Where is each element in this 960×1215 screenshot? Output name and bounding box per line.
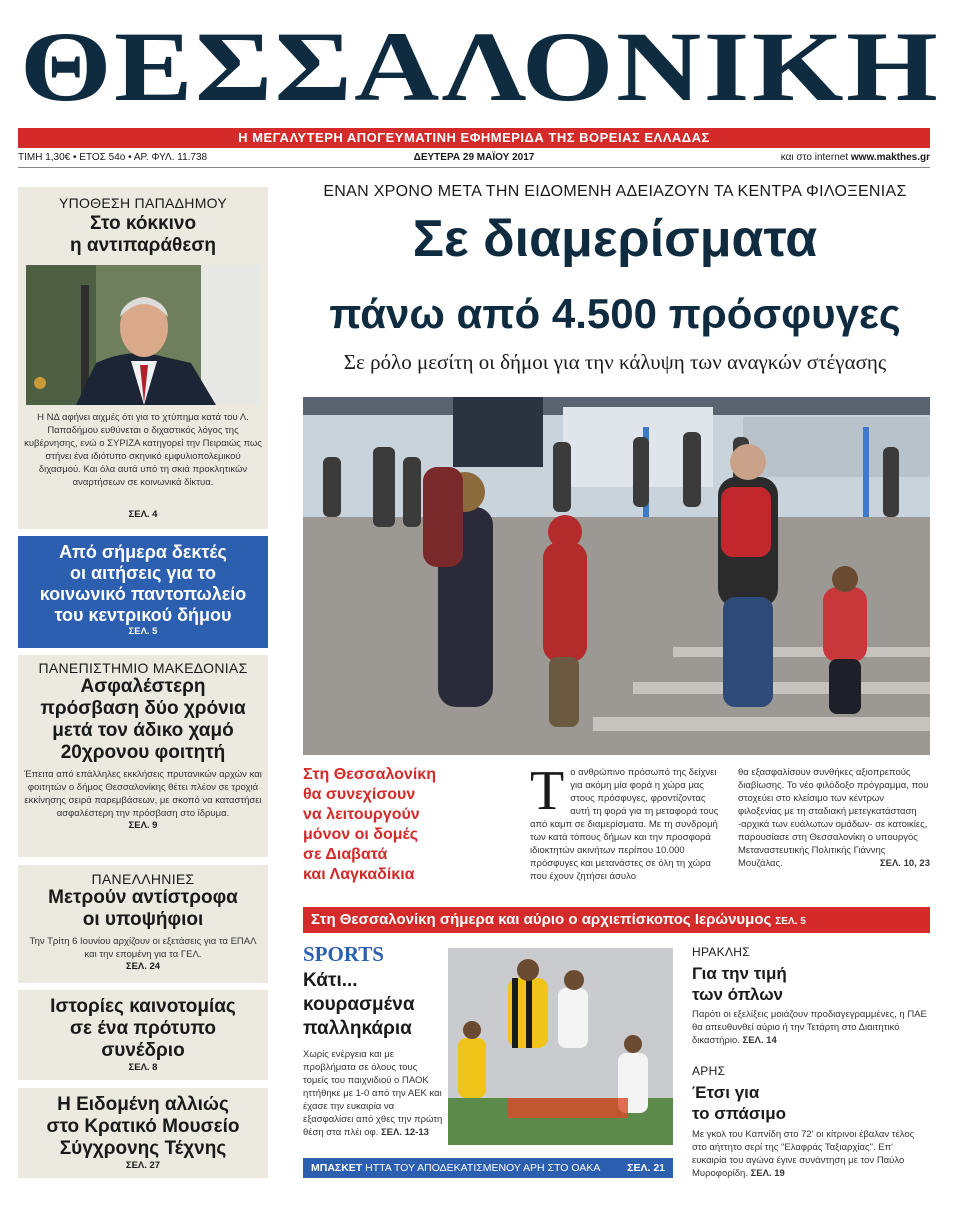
page-ref: ΣΕΛ. 10, 23 xyxy=(879,858,930,869)
refugees-photo xyxy=(303,397,930,755)
sports-headline[interactable]: Κάτι... κουρασμένα παλληκάρια xyxy=(303,970,415,1039)
story-body: Η ΝΔ αφήνει αιχμές ότι για το χτύπημα κατά του Λ. Παπαδήμου ευθύνεται ο διχαστικός λόγος της κυβέρνησης, ενώ ο ΣΥΡΙΖΑ κατηγορεί την Πειραιώς πως στήνει ένα ιδιότυπο σκηνικό εμφυλιοπολεμικού διχασμού. Και όλα αυτά υπό τη σκιά προκλητικών αναρτήσεων σε κοινωνικά δίκτυα. xyxy=(24,412,262,488)
story-kainotomia[interactable] xyxy=(18,990,268,1080)
main-headline[interactable]: Σε διαμερίσματα xyxy=(412,210,818,268)
page-ref: ΣΕΛ. 5 xyxy=(775,916,806,927)
story-headline: σε ένα πρότυπο xyxy=(70,1018,216,1039)
main-headline-line2[interactable]: πάνω από 4.500 πρόσφυγες xyxy=(329,290,901,337)
page-ref: ΣΕΛ. 12-13 xyxy=(380,1127,429,1138)
story-headline: του κεντρικού δήμου xyxy=(54,605,232,625)
page-ref: ΣΕΛ. 24 xyxy=(125,961,161,972)
story-headline: συνέδριο xyxy=(101,1040,185,1061)
story-headline: 20χρονου φοιτητή xyxy=(60,742,226,763)
story-body: Έπειτα από επάλληλες εκκλήσεις πρυτανικών αρχών και φοιτητών ο δήμος Θεσσαλονίκης θέτει πλέον σε τροχιά εκκίνησης σειρά παρεμβάσεων, με σκοπό να καταστήσει ασφαλέστερη την πρόσβαση στο ίδρυμα. xyxy=(24,769,262,819)
website-line: και στο internet www.makthes.gr xyxy=(780,152,930,163)
story-headline: μετά τον άδικο χαμό xyxy=(52,720,234,741)
iraklis-headline[interactable]: Για την τιμή των όπλων xyxy=(692,964,787,1004)
story-kicker: ΠΑΝΕΛΛΗΝΙΕΣ xyxy=(91,871,195,887)
tagline-bar: Η ΜΕΓΑΛΥΤΕΡΗ ΑΠΟΓΕΥΜΑΤΙΝΗ ΕΦΗΜΕΡΙΔΑ ΤΗΣ ΒΟΡΕΙΑΣ ΕΛΛΑΔΑΣ xyxy=(18,128,930,148)
issue-price: ΤΙΜΗ 1,30€ • ΕΤΟΣ 54ο • ΑΡ. ΦΥΛ. 11.738 xyxy=(18,152,208,163)
story-headline: οι υποψήφιοι xyxy=(82,909,204,930)
issue-info-row xyxy=(18,150,930,166)
story-headline: Ασφαλέστερη xyxy=(80,676,206,697)
main-kicker: ΕΝΑΝ ΧΡΟΝΟ ΜΕΤΑ ΤΗΝ ΕΙΔΟΜΕΝΗ ΑΔΕΙΑΖΟΥΝ ΤΑ ΚΕΝΤΡΑ ΦΙΛΟΞΕΝΙΑΣ xyxy=(323,183,907,200)
story-headline: Σύγχρονης Τέχνης xyxy=(59,1138,227,1159)
red-subheadline: Στη Θεσσαλονίκη θα συνεχίσουν να λειτουργούν μόνον οι δομές σε Διαβατά και Λαγκαδίκια xyxy=(303,766,436,883)
story-panellinies[interactable] xyxy=(18,865,268,983)
story-headline: Ιστορίες καινοτομίας xyxy=(50,996,236,1017)
story-headline: Στο κόκκινο xyxy=(89,213,197,234)
story-headline: κοινωνικό παντοπωλείο xyxy=(39,584,247,604)
website-link[interactable]: www.makthes.gr xyxy=(850,152,930,163)
aris-kicker: ΑΡΗΣ xyxy=(692,1064,726,1078)
issue-date: ΔΕΥΤΕΡΑ 29 ΜΑΪΟΥ 2017 xyxy=(413,152,535,163)
story-eidomeni-art[interactable] xyxy=(18,1088,268,1178)
ieronymos-banner[interactable]: Στη Θεσσαλονίκη σήμερα και αύριο ο αρχιεπίσκοπος Ιερώνυμος ΣΕΛ. 5 xyxy=(303,907,930,933)
masthead xyxy=(0,0,960,170)
story-kicker: ΥΠΟΘΕΣΗ ΠΑΠΑΔΗΜΟΥ xyxy=(58,195,228,211)
story-headline: Από σήμερα δεκτές xyxy=(59,542,227,562)
football-illustration xyxy=(448,948,673,1145)
story-kicker: ΠΑΝΕΠΙΣΤΗΜΙΟ ΜΑΚΕΔΟΝΙΑΣ xyxy=(38,660,248,676)
page-ref: ΣΕΛ. 19 xyxy=(750,1168,785,1179)
drop-cap: Τ xyxy=(530,766,565,822)
basket-banner[interactable]: ΜΠΑΣΚΕΤ ΗΤΤΑ ΤΟΥ ΑΠΟΔΕΚΑΤΙΣΜΕΝΟΥ ΑΡΗ ΣΤΟ ΟΑΚΑ ΣΕΛ. 21 xyxy=(303,1158,673,1178)
story-pantopoleio[interactable] xyxy=(18,536,268,648)
sports-label: SPORTS xyxy=(303,942,384,966)
main-story-column-2: θα εξασφαλίσουν συνθήκες αξιοπρεπούς διαβίωσης. Το νέο φιλόδοξο πρόγραμμα, που στοχεύει στο κλείσιμο των κέντρων φιλοξενίας με τη σταδιακή μετεγκατάσταση -αρχικά των ευάλωτων ομάδων- σε κατοικίες, παρουσίασε στη Θεσσαλονίκη ο υπουργός Μεταναστευτικής Πολιτικής Γιάννης Μουζάλας. ΣΕΛ. 10, 23 xyxy=(738,767,930,869)
page-ref: ΣΕΛ. 8 xyxy=(128,1062,158,1073)
story-papadimos[interactable] xyxy=(18,187,268,529)
main-subhead: Σε ρόλο μεσίτη οι δήμοι για την κάλυψη των αναγκών στέγασης xyxy=(343,350,887,374)
page-ref: ΣΕΛ. 21 xyxy=(627,1162,665,1174)
story-headline: η αντιπαράθεση xyxy=(70,235,216,256)
football-photo xyxy=(448,948,673,1145)
iraklis-body: Παρότι οι εξελίξεις μοιάζουν προδιαγεγραμμένες, η ΠΑΕ θα απευθυνθεί αύριο ή την Τετάρτη στο Διαιτητικό δικαστήριο. ΣΕΛ. 14 xyxy=(692,1009,927,1046)
newspaper-title: ΘΕΣΣΑΛΟΝΙΚΗ xyxy=(19,11,941,122)
story-body: Την Τρίτη 6 Ιουνίου αρχίζουν οι εξετάσεις για τα ΕΠΑΛ και την επομένη για τα ΓΕΛ. xyxy=(29,936,257,960)
story-headline: οι αιτήσεις για το xyxy=(70,563,216,583)
papadimos-photo xyxy=(26,265,260,405)
portrait-illustration xyxy=(26,265,260,405)
sports-body: Χωρίς ενέργεια και με προβλήματα σε όλους τους τομείς του παιχνιδιού ο ΠΑΟΚ ηττήθηκε με 1-0 από την ΑΕΚ και έχασε την ευκαιρία να εξασφαλίσει από χθες την πρώτη θέση στα πλέι οφ. ΣΕΛ. 12-13 xyxy=(303,1049,443,1138)
refugees-illustration xyxy=(303,397,930,755)
story-headline: πρόσβαση δύο χρόνια xyxy=(40,698,246,719)
story-panepistimio[interactable] xyxy=(18,655,268,857)
page-ref: ΣΕΛ. 4 xyxy=(128,509,158,520)
story-headline: Η Ειδομένη αλλιώς xyxy=(57,1094,229,1115)
aris-body: Με γκολ του Καπνίδη στο 72' οι κίτρινοι έβαλαν τέλος στο αήττητο σερί της "Ελαφράς Ταξιαρχίας". Επ' ευκαιρία του αγώνα έγινε συνάντηση με τον Παύλο Μυροφορίδη. ΣΕΛ. 19 xyxy=(692,1129,915,1179)
masthead-divider xyxy=(18,167,930,168)
page-ref: ΣΕΛ. 14 xyxy=(742,1035,777,1046)
story-headline: στο Κρατικό Μουσείο xyxy=(46,1116,240,1137)
aris-headline[interactable]: Έτσι για το σπάσιμο xyxy=(692,1083,786,1123)
main-story-column-1: Το ανθρώπινο πρόσωπό της δείχνει για ακόμη μία φορά η χώρα μας στους πρόσφυγες, φροντίζοντας αυτή τη φορά για τη μεταφορά τους από καμπ σε διαμερίσματα. Με τη συνδρομή των κατά τόπους δήμων και την προσφορά ιδιοκτητών ακινήτων περίπου 10.000 πρόσφυγες και μετανάστες σε όλη τη χώρα που έχουν ζητήσει άσυλο xyxy=(530,766,719,882)
page-ref: ΣΕΛ. 9 xyxy=(128,820,158,831)
iraklis-kicker: ΗΡΑΚΛΗΣ xyxy=(692,945,750,959)
story-headline: Μετρούν αντίστροφα xyxy=(48,887,238,908)
page-ref: ΣΕΛ. 27 xyxy=(125,1160,161,1171)
page-ref: ΣΕΛ. 5 xyxy=(128,626,158,637)
